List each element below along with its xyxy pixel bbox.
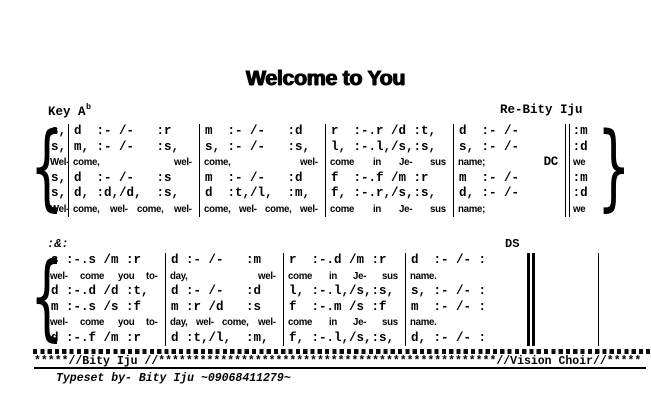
lyric-token: wel- <box>50 316 68 328</box>
lyric-token: come <box>330 156 355 168</box>
lyric-token: sus <box>429 202 446 215</box>
system1-left-brace <box>30 118 42 220</box>
lyric-token: Je- <box>398 202 412 215</box>
lyric-token: wel- <box>257 316 276 328</box>
lyric-cell <box>166 315 283 331</box>
segno-label: :&: <box>47 237 69 251</box>
lyric-token: in <box>373 156 382 168</box>
ds-label: DS <box>505 237 520 251</box>
lyric-token: Je- <box>352 269 366 282</box>
note-cell: m, :- /- :s, <box>74 139 180 154</box>
measure-column <box>405 253 527 346</box>
measure-column <box>68 124 199 217</box>
note-cell: s, :- /- : <box>411 284 487 298</box>
note-cell: d, :d,/d, :s, <box>74 186 180 200</box>
note-cell: d :- /- :s <box>74 170 172 185</box>
lyric-token: day, <box>170 269 188 282</box>
lyric-token: day, <box>170 316 188 328</box>
lyric-cell <box>284 315 405 331</box>
lyric-token: Je- <box>398 156 412 168</box>
lyric-cell <box>46 202 68 218</box>
lyric-token: in <box>373 202 382 215</box>
credit-stars-line: *****//Bity Iju //*************************************************//Vision Choir//***** <box>34 355 642 368</box>
measure-column <box>570 124 595 217</box>
lyric-cell <box>454 155 564 171</box>
lyric-token: sus <box>429 156 446 168</box>
note-cell: m :-.s /s :f <box>51 299 142 314</box>
measure-column <box>46 124 68 217</box>
note-cell: f :-.m /s :f <box>289 299 387 314</box>
key-label: Key A <box>48 105 86 120</box>
lyric-cell <box>69 155 199 171</box>
typeset-credit: Typeset by- Bity Iju ~09068411279~ <box>56 372 291 385</box>
note-cell: s, <box>51 170 67 185</box>
music-system-1 <box>46 124 595 217</box>
lyric-token: Je- <box>352 316 366 328</box>
note-cell: d :- /- : <box>411 253 487 267</box>
lyric-token: in <box>329 316 338 328</box>
note-cell: d :- /- :m <box>171 253 262 267</box>
lyric-token: wel- <box>239 202 257 215</box>
lyric-token: come, <box>204 202 231 215</box>
composer-credit: Re-Bity Iju <box>500 103 583 117</box>
lyric-token: wel- <box>173 202 192 215</box>
measure-column <box>165 253 283 346</box>
note-cell: d :- /- :d <box>171 284 262 298</box>
note-cell: s, <box>51 124 67 138</box>
note-cell: r :-.r /d :t, <box>331 124 437 138</box>
note-cell: d :t,/l, :m, <box>205 186 311 200</box>
lyric-token: come <box>330 202 355 215</box>
lyric-token: come, <box>204 156 231 168</box>
system1-right-brace <box>597 118 609 220</box>
lyric-cell <box>46 315 165 331</box>
lyric-token: DC <box>543 155 558 169</box>
lyric-cell <box>166 269 283 285</box>
lyric-cell <box>406 269 527 285</box>
lyric-cell <box>570 202 595 218</box>
lyric-cell <box>570 155 595 171</box>
lyric-token: you <box>117 269 134 282</box>
lyric-token: sus <box>381 269 398 282</box>
note-cell: s, <box>51 139 67 154</box>
lyric-token: wel- <box>195 316 214 328</box>
lyric-token: come, <box>222 316 249 328</box>
lyric-token: come, <box>73 202 100 215</box>
note-cell: f, :-.r,/s,:s, <box>331 186 437 200</box>
note-cell: l, :-.l,/s,:s, <box>289 284 395 298</box>
lyric-token: come <box>288 316 313 328</box>
lyric-token: to- <box>146 316 158 328</box>
key-signature <box>48 103 91 119</box>
lyric-token: we <box>572 202 585 215</box>
lyric-token: we <box>572 156 585 168</box>
note-cell: d, :- /- <box>459 186 520 200</box>
note-cell: m :- /- : <box>411 299 487 314</box>
lyric-token: wel- <box>173 156 192 168</box>
note-cell: s, :- /- :s, <box>205 139 311 154</box>
flat-sign: b <box>86 102 92 112</box>
note-cell: s, :- /- <box>459 139 520 154</box>
note-cell: m :- /- :d <box>205 124 303 138</box>
lyric-token: wel- <box>257 269 276 282</box>
lyric-token: you <box>117 316 134 328</box>
song-title: Welcome to You <box>245 66 406 90</box>
lyric-token: come <box>80 316 105 328</box>
dotted-divider <box>33 349 650 354</box>
lyric-cell <box>46 155 68 171</box>
lyric-cell <box>326 155 453 171</box>
lyric-token: Wel- <box>50 202 70 215</box>
lyric-token: come, <box>264 202 292 215</box>
lyric-token: wel- <box>299 202 318 215</box>
lyric-token: wel- <box>299 156 318 168</box>
system2-left-brace <box>30 248 42 350</box>
note-cell: :d <box>572 139 588 154</box>
lyric-token: name. <box>410 269 437 282</box>
note-cell: r :-.d /m :r <box>289 253 387 267</box>
note-cell: :m <box>572 170 588 185</box>
note-cell: m :- /- :d <box>205 170 303 185</box>
note-cell: f, :-.l,/s,:s, <box>289 330 395 345</box>
lyric-token: wel- <box>50 269 68 282</box>
lyric-token: come <box>80 269 105 282</box>
note-cell: s, <box>51 186 67 200</box>
lyric-cell <box>406 315 527 331</box>
note-cell: l, :-.l,/s,:s, <box>331 139 437 154</box>
lyric-cell <box>284 269 405 285</box>
lyric-token: come, <box>136 202 164 215</box>
lyric-cell <box>46 269 165 285</box>
lyric-token: name; <box>458 156 486 168</box>
lyric-token: come, <box>73 156 100 168</box>
lyric-cell <box>200 155 325 171</box>
final-thick-barline <box>527 253 535 346</box>
lyric-token: come <box>288 269 313 282</box>
note-cell: d, :- /- : <box>411 330 487 345</box>
lyric-cell <box>326 202 453 218</box>
measure-column <box>283 253 405 346</box>
measure-column <box>453 124 564 217</box>
measure-column <box>325 124 453 217</box>
lyric-cell <box>454 202 564 218</box>
note-cell: d :- /- <box>459 124 520 138</box>
note-cell: m :- /- <box>459 170 520 185</box>
note-cell: :d <box>572 186 588 200</box>
music-system-2 <box>46 253 599 346</box>
note-cell: f :-.f /m :r <box>331 170 429 185</box>
lyric-token: to- <box>146 269 158 282</box>
footer-rule <box>34 367 646 369</box>
measure-column <box>199 124 325 217</box>
lyric-cell <box>200 202 325 218</box>
note-cell: s :-.s /m :r <box>51 253 142 267</box>
note-cell: :m <box>572 124 588 138</box>
lyric-token: name; <box>458 202 486 215</box>
trailing-barline <box>535 253 599 346</box>
lyric-token: sus <box>381 316 398 328</box>
lyric-cell <box>69 202 199 218</box>
lyric-token: name. <box>410 316 437 328</box>
note-cell: m :r /d :s <box>171 299 262 314</box>
lyric-token: Wel- <box>50 156 70 168</box>
note-cell: d :- /- :r <box>74 124 172 138</box>
note-cell: d :-.d /d :t, <box>51 284 149 298</box>
note-cell: d :-.f /m :r <box>51 330 142 345</box>
note-cell: d :t,/l, :m, <box>171 330 269 345</box>
lyric-token: wel- <box>109 202 128 215</box>
lyric-token: in <box>329 269 338 282</box>
measure-column <box>46 253 165 346</box>
